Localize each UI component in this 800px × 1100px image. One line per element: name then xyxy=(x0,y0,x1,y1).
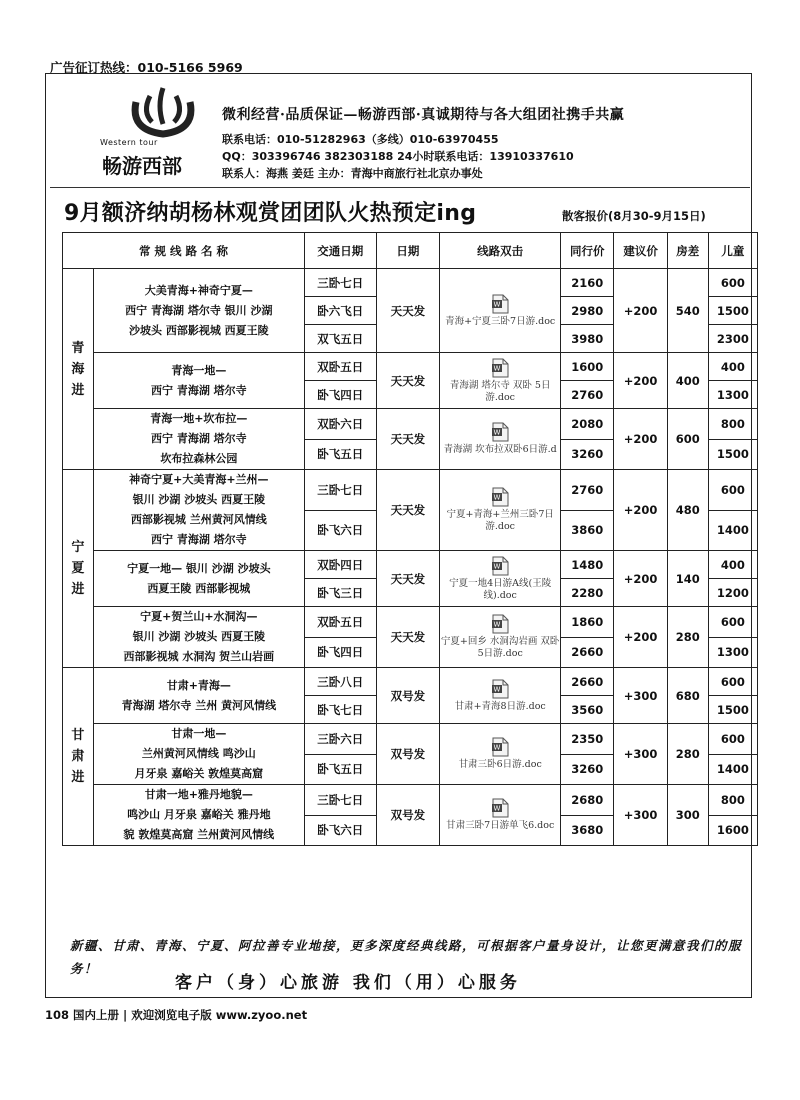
route-name xyxy=(93,409,304,470)
table-row xyxy=(63,551,758,579)
child-price-cell: 1500 xyxy=(708,696,757,724)
route-line: 甘肃一地— xyxy=(171,727,227,740)
transport-cell: 双飞五日 xyxy=(304,325,376,353)
word-doc-icon xyxy=(491,422,509,442)
region-char: 进 xyxy=(71,770,85,785)
child-price-cell: 1500 xyxy=(708,439,757,470)
peer-price-cell: 2160 xyxy=(561,269,614,297)
table-row xyxy=(63,724,758,755)
header-transport: 交通日期 xyxy=(304,233,376,269)
peer-price-cell: 2660 xyxy=(561,668,614,696)
divider xyxy=(50,187,750,188)
child-price-cell: 1300 xyxy=(708,381,757,409)
route-line: 甘肃一地+雅丹地貌— xyxy=(144,788,253,801)
child-price-cell: 400 xyxy=(708,551,757,579)
route-line: 西宁 青海湖 塔尔寺 xyxy=(150,383,247,397)
child-price-cell: 600 xyxy=(708,470,757,511)
route-name xyxy=(93,607,304,668)
doc-filename: 青海湖 塔尔寺 双卧 5日游.doc xyxy=(449,379,551,403)
route-line: 西部影视城 水洞沟 贺兰山岩画 xyxy=(123,650,275,663)
route-line: 西宁 青海湖 塔尔寺 xyxy=(150,533,247,546)
region-char: 进 xyxy=(71,382,85,398)
peer-price-cell: 3260 xyxy=(561,439,614,470)
peer-price-cell: 2660 xyxy=(561,637,614,668)
header-route-name: 常 规 线 路 名 称 xyxy=(63,233,305,269)
child-price-cell: 1400 xyxy=(708,510,757,551)
word-doc-icon xyxy=(491,487,509,507)
room-diff-cell: 480 xyxy=(667,470,708,551)
route-line: 银川 沙湖 沙坡头 西夏王陵 xyxy=(132,630,266,643)
transport-cell: 双卧六日 xyxy=(304,409,376,440)
region-char: 青 xyxy=(71,340,85,356)
transport-cell: 卧六飞日 xyxy=(304,297,376,325)
suggest-price-cell: +300 xyxy=(614,785,667,846)
route-line: 鸣沙山 月牙泉 嘉峪关 雅丹地 xyxy=(127,808,271,821)
region-char: 甘 xyxy=(71,728,85,743)
route-line: 貌 敦煌莫高窟 兰州黄河风情线 xyxy=(123,828,275,841)
route-name xyxy=(93,269,304,353)
suggest-price-cell: +300 xyxy=(614,668,667,724)
suggest-price-cell: +200 xyxy=(614,551,667,607)
peer-price-cell: 2350 xyxy=(561,724,614,755)
child-price-cell: 800 xyxy=(708,409,757,440)
room-diff-cell: 400 xyxy=(667,353,708,409)
suggest-price-cell: +200 xyxy=(614,353,667,409)
departure-cell: 双号发 xyxy=(376,668,440,724)
route-line: 宁夏+贺兰山+水洞沟— xyxy=(140,610,258,623)
suggest-price-cell: +200 xyxy=(614,269,667,353)
child-price-cell: 600 xyxy=(708,724,757,755)
child-price-cell: 1200 xyxy=(708,579,757,607)
contact-phone: 联系电话：010-51282963（多线）010-63970455 xyxy=(222,133,499,146)
suggest-price-cell: +200 xyxy=(614,607,667,668)
doc-filename: 甘肃三卧7日游单飞6.doc xyxy=(446,820,555,831)
region-label xyxy=(63,470,94,668)
header-date: 日期 xyxy=(376,233,440,269)
departure-cell: 天天发 xyxy=(376,269,440,353)
table-row xyxy=(63,353,758,381)
doc-filename: 甘肃三卧6日游.doc xyxy=(458,759,542,770)
transport-cell: 卧飞三日 xyxy=(304,579,376,607)
departure-cell: 双号发 xyxy=(376,724,440,785)
room-diff-cell: 140 xyxy=(667,551,708,607)
child-price-cell: 1500 xyxy=(708,297,757,325)
svg-text:W: W xyxy=(493,562,501,570)
room-diff-cell: 280 xyxy=(667,724,708,785)
room-diff-cell: 300 xyxy=(667,785,708,846)
route-line: 青海一地— xyxy=(171,363,227,377)
transport-cell: 双卧四日 xyxy=(304,551,376,579)
footer-motto: 客户（身）心旅游 我们（用）心服务 xyxy=(175,973,521,993)
peer-price-cell: 3860 xyxy=(561,510,614,551)
transport-cell: 三卧七日 xyxy=(304,785,376,816)
table-row xyxy=(63,607,758,638)
page-footer: 108 国内上册 | 欢迎浏览电子版 www.zyoo.net xyxy=(45,1008,308,1022)
peer-price-cell: 2280 xyxy=(561,579,614,607)
suggest-price-cell: +200 xyxy=(614,470,667,551)
departure-cell: 双号发 xyxy=(376,785,440,846)
svg-text:W: W xyxy=(493,743,501,752)
peer-price-cell: 1480 xyxy=(561,551,614,579)
header-peer-price: 同行价 xyxy=(561,233,614,269)
word-doc-icon xyxy=(491,614,509,634)
doc-filename: 青海湖 坎布拉双卧6日游.d xyxy=(443,444,557,455)
route-line: 兰州黄河风情线 鸣沙山 xyxy=(141,747,256,760)
departure-cell: 天天发 xyxy=(376,551,440,607)
transport-cell: 卧飞六日 xyxy=(304,510,376,551)
region-char: 肃 xyxy=(71,749,85,764)
transport-cell: 卧飞六日 xyxy=(304,815,376,846)
header-doc: 线路双击 xyxy=(440,233,561,269)
header-room-diff: 房差 xyxy=(667,233,708,269)
transport-cell: 卧飞七日 xyxy=(304,696,376,724)
peer-price-cell: 3680 xyxy=(561,815,614,846)
route-name xyxy=(93,724,304,785)
itinerary-doc-link[interactable] xyxy=(440,668,561,724)
word-doc-icon xyxy=(491,798,509,818)
logo-english: Western tour xyxy=(100,138,158,147)
table-row xyxy=(63,470,758,511)
room-diff-cell: 600 xyxy=(667,409,708,470)
route-line: 青海湖 塔尔寺 兰州 黄河风情线 xyxy=(121,698,277,712)
svg-text:W: W xyxy=(493,493,501,502)
table-row xyxy=(63,409,758,440)
route-line: 大美青海+神奇宁夏— xyxy=(144,283,253,297)
svg-text:W: W xyxy=(493,300,501,308)
peer-price-cell: 3980 xyxy=(561,325,614,353)
svg-text:W: W xyxy=(493,364,501,372)
child-price-cell: 1300 xyxy=(708,637,757,668)
contact-qq: QQ：303396746 382303188 24小时联系电话：13910337610 xyxy=(222,150,574,163)
room-diff-cell: 280 xyxy=(667,607,708,668)
route-name xyxy=(93,470,304,551)
route-line: 西部影视城 兰州黄河风情线 xyxy=(130,513,267,526)
route-line: 甘肃+青海— xyxy=(166,678,231,692)
ad-hotline: 广告征订热线：010-5166 5969 xyxy=(50,60,243,75)
route-line: 沙坡头 西部影视城 西夏王陵 xyxy=(128,323,269,337)
transport-cell: 三卧七日 xyxy=(304,470,376,511)
route-line: 银川 沙湖 沙坡头 西夏王陵 xyxy=(132,493,266,506)
transport-cell: 卧飞五日 xyxy=(304,439,376,470)
itinerary-doc-link[interactable] xyxy=(440,353,561,409)
header-suggest-price: 建议价 xyxy=(614,233,667,269)
peer-price-cell: 3260 xyxy=(561,754,614,785)
child-price-cell: 600 xyxy=(708,269,757,297)
suggest-price-cell: +200 xyxy=(614,409,667,470)
table-row xyxy=(63,269,758,297)
contact-people: 联系人：海燕 姜廷 主办：青海中商旅行社北京办事处 xyxy=(222,167,483,180)
doc-filename: 甘肃+青海8日游.doc xyxy=(454,700,546,712)
svg-text:W: W xyxy=(493,804,501,813)
departure-cell: 天天发 xyxy=(376,409,440,470)
region-char: 进 xyxy=(71,582,85,597)
route-line: 西宁 青海湖 塔尔寺 银川 沙湖 xyxy=(125,303,273,317)
word-doc-icon xyxy=(491,679,509,699)
child-price-cell: 600 xyxy=(708,607,757,638)
child-price-cell: 600 xyxy=(708,668,757,696)
doc-filename: 宁夏一地4日游A线(王陵线).doc xyxy=(449,577,552,601)
route-name xyxy=(93,551,304,607)
svg-text:W: W xyxy=(493,428,501,437)
suggest-price-cell: +300 xyxy=(614,724,667,785)
route-line: 宁夏一地— 银川 沙湖 沙坡头 xyxy=(127,561,271,575)
peer-price-cell: 3560 xyxy=(561,696,614,724)
peer-price-cell: 1860 xyxy=(561,607,614,638)
region-label xyxy=(63,668,94,846)
itinerary-doc-link[interactable] xyxy=(440,607,561,668)
logo-mark-icon xyxy=(128,82,198,140)
transport-cell: 三卧六日 xyxy=(304,724,376,755)
word-doc-icon xyxy=(491,358,509,378)
table-row xyxy=(63,785,758,816)
headline: 9月额济纳胡杨林观赏团团队火热预定ing xyxy=(64,201,477,226)
region-label xyxy=(63,269,94,470)
transport-cell: 卧飞五日 xyxy=(304,754,376,785)
region-char: 海 xyxy=(71,361,85,377)
transport-cell: 双卧五日 xyxy=(304,353,376,381)
table-header-row xyxy=(63,233,758,269)
route-line: 西夏王陵 西部影视城 xyxy=(147,581,251,595)
footer-promo: 新疆、甘肃、青海、宁夏、阿拉善专业地接，更多深度经典线路，可根据客户量身设计，让您更满意我们的服务！ xyxy=(70,938,743,976)
route-line: 神奇宁夏+大美青海+兰州— xyxy=(129,473,269,486)
route-line: 月牙泉 嘉峪关 敦煌莫高窟 xyxy=(134,767,264,780)
peer-price-cell: 2760 xyxy=(561,470,614,511)
room-diff-cell: 540 xyxy=(667,269,708,353)
region-char: 夏 xyxy=(71,561,85,576)
svg-text:W: W xyxy=(493,620,501,629)
itinerary-doc-link[interactable] xyxy=(440,269,561,353)
child-price-cell: 800 xyxy=(708,785,757,816)
route-line: 坎布拉森林公园 xyxy=(160,452,238,465)
departure-cell: 天天发 xyxy=(376,607,440,668)
peer-price-cell: 1600 xyxy=(561,353,614,381)
word-doc-icon xyxy=(491,294,509,314)
itinerary-doc-link[interactable] xyxy=(440,470,561,551)
room-diff-cell: 680 xyxy=(667,668,708,724)
itinerary-doc-link[interactable] xyxy=(440,785,561,846)
region-char: 宁 xyxy=(71,540,85,555)
route-name xyxy=(93,353,304,409)
route-name xyxy=(93,785,304,846)
departure-cell: 天天发 xyxy=(376,353,440,409)
header-child: 儿童 xyxy=(708,233,757,269)
slogan: 微利经营·品质保证—畅游西部·真诚期待与各大组团社携手共赢 xyxy=(222,107,625,123)
word-doc-icon xyxy=(491,737,509,757)
peer-price-cell: 2760 xyxy=(561,381,614,409)
route-line: 青海一地+坎布拉— xyxy=(150,412,248,425)
transport-cell: 卧飞四日 xyxy=(304,637,376,668)
doc-filename: 青海+宁夏三卧7日游.doc xyxy=(445,315,556,327)
price-period: 散客报价(8月30-9月15日) xyxy=(562,209,706,223)
route-name xyxy=(93,668,304,724)
price-table xyxy=(62,232,758,846)
transport-cell: 三卧七日 xyxy=(304,269,376,297)
child-price-cell: 1600 xyxy=(708,815,757,846)
word-doc-icon xyxy=(491,556,509,576)
transport-cell: 卧飞四日 xyxy=(304,381,376,409)
peer-price-cell: 2980 xyxy=(561,297,614,325)
peer-price-cell: 2080 xyxy=(561,409,614,440)
child-price-cell: 2300 xyxy=(708,325,757,353)
itinerary-doc-link[interactable] xyxy=(440,551,561,607)
doc-filename: 宁夏+回乡 水洞沟岩画 双卧5日游.doc xyxy=(440,636,560,659)
departure-cell: 天天发 xyxy=(376,470,440,551)
route-line: 西宁 青海湖 塔尔寺 xyxy=(150,432,247,445)
doc-filename: 宁夏+青海+兰州三卧7日游.doc xyxy=(446,509,554,532)
table-row xyxy=(63,668,758,696)
svg-text:W: W xyxy=(493,685,501,693)
itinerary-doc-link[interactable] xyxy=(440,409,561,470)
transport-cell: 双卧五日 xyxy=(304,607,376,638)
peer-price-cell: 2680 xyxy=(561,785,614,816)
logo-chinese: 畅游西部 xyxy=(102,154,182,178)
child-price-cell: 1400 xyxy=(708,754,757,785)
transport-cell: 三卧八日 xyxy=(304,668,376,696)
itinerary-doc-link[interactable] xyxy=(440,724,561,785)
child-price-cell: 400 xyxy=(708,353,757,381)
